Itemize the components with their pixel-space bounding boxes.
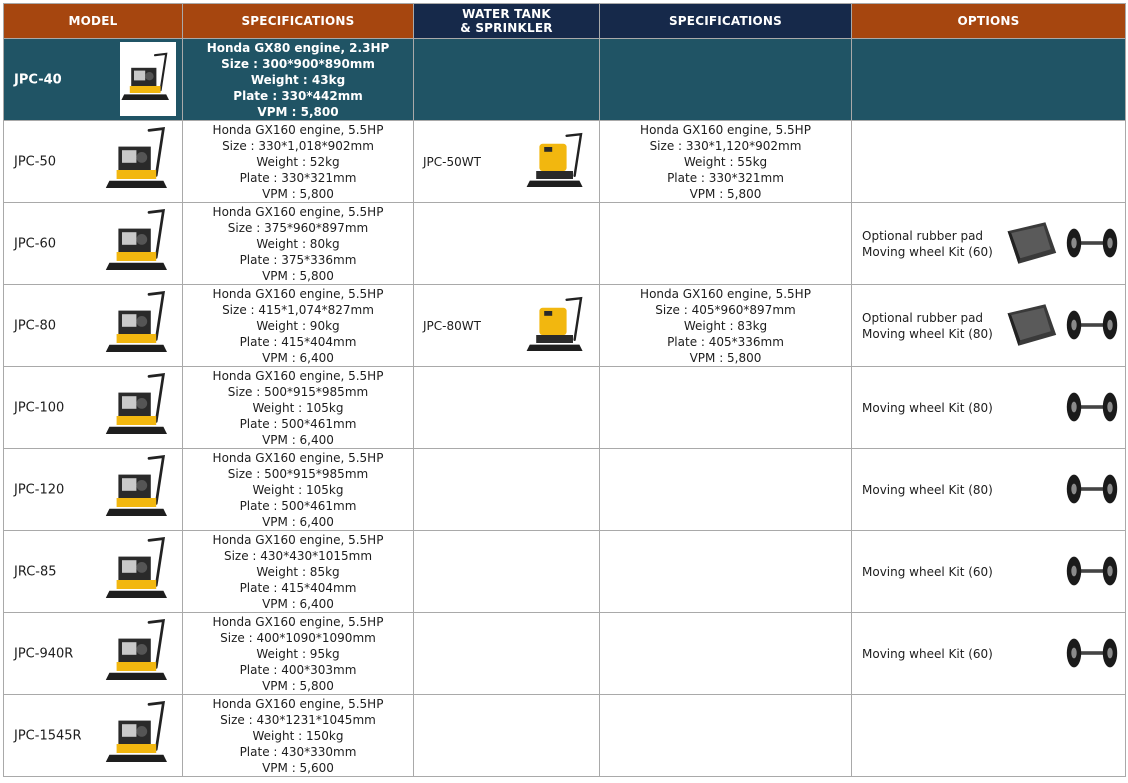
spec-cell — [183, 449, 414, 531]
table-row — [4, 531, 1126, 613]
spec-cell — [183, 39, 414, 121]
table-row — [4, 695, 1126, 777]
water-tank-model-name: JPC-80WT — [423, 318, 481, 333]
plate-compactor-icon — [104, 125, 176, 197]
option-line: Moving wheel Kit (80) — [862, 326, 993, 341]
spec-line: Weight : 105kg — [252, 482, 344, 497]
model-cell — [4, 449, 183, 531]
spec-cell — [183, 695, 414, 777]
spec-line: Honda GX160 engine, 5.5HP — [212, 696, 384, 711]
spec-line: Honda GX160 engine, 5.5HP — [212, 286, 384, 301]
spec-line: Weight : 80kg — [256, 236, 340, 251]
spec-line: Weight : 43kg — [250, 72, 346, 87]
spec-line: Plate : 430*330mm — [239, 744, 357, 759]
water-tank-spec-line: VPM : 5,800 — [689, 350, 762, 365]
spec-line: Plate : 375*336mm — [239, 252, 357, 267]
model-cell — [4, 367, 183, 449]
option-line: Moving wheel Kit (60) — [862, 244, 993, 259]
spec-line: VPM : 6,400 — [262, 432, 334, 447]
model-name: JPC-940R — [14, 646, 74, 661]
model-cell — [4, 695, 183, 777]
spec-line: VPM : 5,800 — [262, 186, 334, 201]
option-line: Optional rubber pad — [862, 310, 984, 325]
options-cell — [852, 367, 1126, 449]
spec-line: Weight : 85kg — [256, 564, 340, 579]
water-tank-cell — [414, 39, 600, 121]
table-row — [4, 285, 1126, 367]
model-cell — [4, 203, 183, 285]
spec-line: Plate : 500*461mm — [239, 416, 357, 431]
options-text — [862, 564, 993, 580]
water-tank-cell — [414, 613, 600, 695]
model-cell — [4, 613, 183, 695]
water-tank-spec-cell — [600, 203, 852, 285]
spec-line: VPM : 5,800 — [262, 678, 334, 693]
model-name: JPC-120 — [14, 482, 65, 497]
options-cell — [852, 695, 1126, 777]
option-line: Optional rubber pad — [862, 228, 984, 243]
spec-line: Honda GX160 engine, 5.5HP — [212, 368, 384, 383]
spec-line: VPM : 6,400 — [262, 596, 334, 611]
header-water-tank-line1: WATER TANK — [462, 7, 551, 21]
spec-line: Plate : 330*321mm — [239, 170, 357, 185]
option-line: Moving wheel Kit (80) — [862, 482, 993, 497]
plate-compactor-icon — [104, 289, 176, 361]
spec-line: Size : 375*960*897mm — [227, 220, 369, 235]
options-cell — [852, 613, 1126, 695]
spec-line: Plate : 415*404mm — [239, 334, 357, 349]
spec-line: VPM : 6,400 — [262, 514, 334, 529]
water-tank-spec-line: Size : 405*960*897mm — [655, 302, 796, 317]
spec-line: Size : 500*915*985mm — [227, 466, 369, 481]
table-row — [4, 39, 1126, 121]
spec-line: Weight : 105kg — [252, 400, 344, 415]
model-cell — [4, 121, 183, 203]
spec-cell — [183, 367, 414, 449]
options-cell — [852, 285, 1126, 367]
header-water-tank-line2: & SPRINKLER — [460, 21, 553, 35]
model-name: JPC-50 — [14, 154, 56, 169]
water-tank-spec-line: Plate : 405*336mm — [667, 334, 784, 349]
option-line: Moving wheel Kit (60) — [862, 646, 993, 661]
table-row — [4, 613, 1126, 695]
options-text — [862, 482, 993, 498]
spec-line: Honda GX160 engine, 5.5HP — [212, 614, 384, 629]
header-specifications-2: SPECIFICATIONS — [600, 4, 852, 39]
spec-cell — [183, 613, 414, 695]
spec-line: VPM : 5,600 — [262, 760, 334, 775]
options-text — [862, 228, 993, 260]
options-cell — [852, 531, 1126, 613]
water-tank-spec-line: Plate : 330*321mm — [667, 170, 784, 185]
water-tank-cell — [414, 367, 600, 449]
header-row — [4, 4, 1126, 39]
spec-line: Plate : 330*442mm — [233, 88, 363, 103]
option-line: Moving wheel Kit (60) — [862, 564, 993, 579]
water-tank-spec-line: Honda GX160 engine, 5.5HP — [640, 122, 811, 137]
wheel-kit-icon — [1065, 635, 1119, 671]
water-tank-spec-cell — [600, 695, 852, 777]
model-cell — [4, 531, 183, 613]
spec-line: Plate : 415*404mm — [239, 580, 357, 595]
model-cell — [4, 39, 183, 121]
rubber-pad-icon — [1004, 218, 1058, 268]
spec-line: Plate : 500*461mm — [239, 498, 357, 513]
wheel-kit-icon — [1065, 471, 1119, 507]
spec-cell — [183, 285, 414, 367]
spec-line: Size : 500*915*985mm — [227, 384, 369, 399]
wheel-kit-icon — [1065, 225, 1119, 261]
water-tank-spec-line: VPM : 5,800 — [689, 186, 762, 201]
water-tank-cell — [414, 449, 600, 531]
options-cell — [852, 121, 1126, 203]
plate-compactor-icon — [104, 699, 176, 771]
model-name: JPC-60 — [14, 236, 56, 251]
spec-line: Weight : 90kg — [256, 318, 340, 333]
spec-line: Honda GX160 engine, 5.5HP — [212, 204, 384, 219]
water-tank-compactor-icon — [525, 131, 589, 195]
spec-line: VPM : 5,800 — [257, 104, 339, 119]
model-name: JPC-100 — [14, 400, 65, 415]
water-tank-spec-cell — [600, 367, 852, 449]
table-row — [4, 449, 1126, 531]
spec-line: Honda GX160 engine, 5.5HP — [212, 450, 384, 465]
spec-line: Size : 430*1231*1045mm — [220, 712, 376, 727]
product-table — [3, 3, 1126, 777]
water-tank-cell — [414, 695, 600, 777]
water-tank-spec-cell — [600, 531, 852, 613]
water-tank-cell — [414, 531, 600, 613]
spec-line: Size : 430*430*1015mm — [223, 548, 373, 563]
plate-compactor-icon — [104, 371, 176, 443]
header-specifications: SPECIFICATIONS — [183, 4, 414, 39]
rubber-pad-icon — [1004, 300, 1058, 350]
spec-cell — [183, 203, 414, 285]
model-name: JPC-80 — [14, 318, 56, 333]
table-body — [4, 39, 1126, 777]
options-cell — [852, 449, 1126, 531]
water-tank-spec-cell — [600, 285, 852, 367]
model-name: JPC-1545R — [14, 728, 82, 743]
wheel-kit-icon — [1065, 553, 1119, 589]
spec-line: VPM : 5,800 — [262, 268, 334, 283]
header-options: OPTIONS — [852, 4, 1126, 39]
option-line: Moving wheel Kit (80) — [862, 400, 993, 415]
spec-line: Honda GX80 engine, 2.3HP — [206, 40, 390, 55]
water-tank-model-name: JPC-50WT — [423, 154, 481, 169]
spec-line: Size : 415*1,074*827mm — [222, 302, 374, 317]
spec-line: Weight : 95kg — [256, 646, 340, 661]
water-tank-spec-cell — [600, 613, 852, 695]
model-name: JPC-40 — [14, 72, 62, 87]
spec-line: VPM : 6,400 — [262, 350, 334, 365]
water-tank-cell — [414, 203, 600, 285]
options-cell — [852, 203, 1126, 285]
water-tank-spec-line: Size : 330*1,120*902mm — [649, 138, 802, 153]
model-name: JRC-85 — [14, 564, 57, 579]
water-tank-spec-cell — [600, 39, 852, 121]
spec-line: Weight : 52kg — [256, 154, 340, 169]
spec-line: Plate : 400*303mm — [239, 662, 357, 677]
spec-cell — [183, 531, 414, 613]
plate-compactor-icon — [104, 453, 176, 525]
water-tank-spec-line: Weight : 55kg — [683, 154, 768, 169]
options-text — [862, 400, 993, 416]
spec-line: Size : 330*1,018*902mm — [222, 138, 374, 153]
spec-cell — [183, 121, 414, 203]
table-row — [4, 121, 1126, 203]
water-tank-spec-line: Honda GX160 engine, 5.5HP — [640, 286, 811, 301]
spec-line: Size : 300*900*890mm — [221, 56, 375, 71]
water-tank-compactor-icon — [525, 295, 589, 359]
header-model: MODEL — [4, 4, 183, 39]
wheel-kit-icon — [1065, 307, 1119, 343]
options-text — [862, 646, 993, 662]
water-tank-spec-cell — [600, 121, 852, 203]
water-tank-cell — [414, 121, 600, 203]
options-cell — [852, 39, 1126, 121]
plate-compactor-icon — [104, 207, 176, 279]
table-row — [4, 203, 1126, 285]
wheel-kit-icon — [1065, 389, 1119, 425]
model-cell — [4, 285, 183, 367]
header-water-tank — [414, 4, 600, 39]
spec-line: Size : 400*1090*1090mm — [220, 630, 376, 645]
spec-line: Honda GX160 engine, 5.5HP — [212, 122, 384, 137]
table-row — [4, 367, 1126, 449]
options-text — [862, 310, 993, 342]
water-tank-spec-cell — [600, 449, 852, 531]
water-tank-cell — [414, 285, 600, 367]
spec-line: Weight : 150kg — [252, 728, 344, 743]
plate-compactor-icon — [104, 535, 176, 607]
product-table-wrapper — [3, 3, 1125, 777]
spec-line: Honda GX160 engine, 5.5HP — [212, 532, 384, 547]
plate-compactor-icon — [120, 42, 176, 116]
water-tank-spec-line: Weight : 83kg — [683, 318, 768, 333]
plate-compactor-icon — [104, 617, 176, 689]
